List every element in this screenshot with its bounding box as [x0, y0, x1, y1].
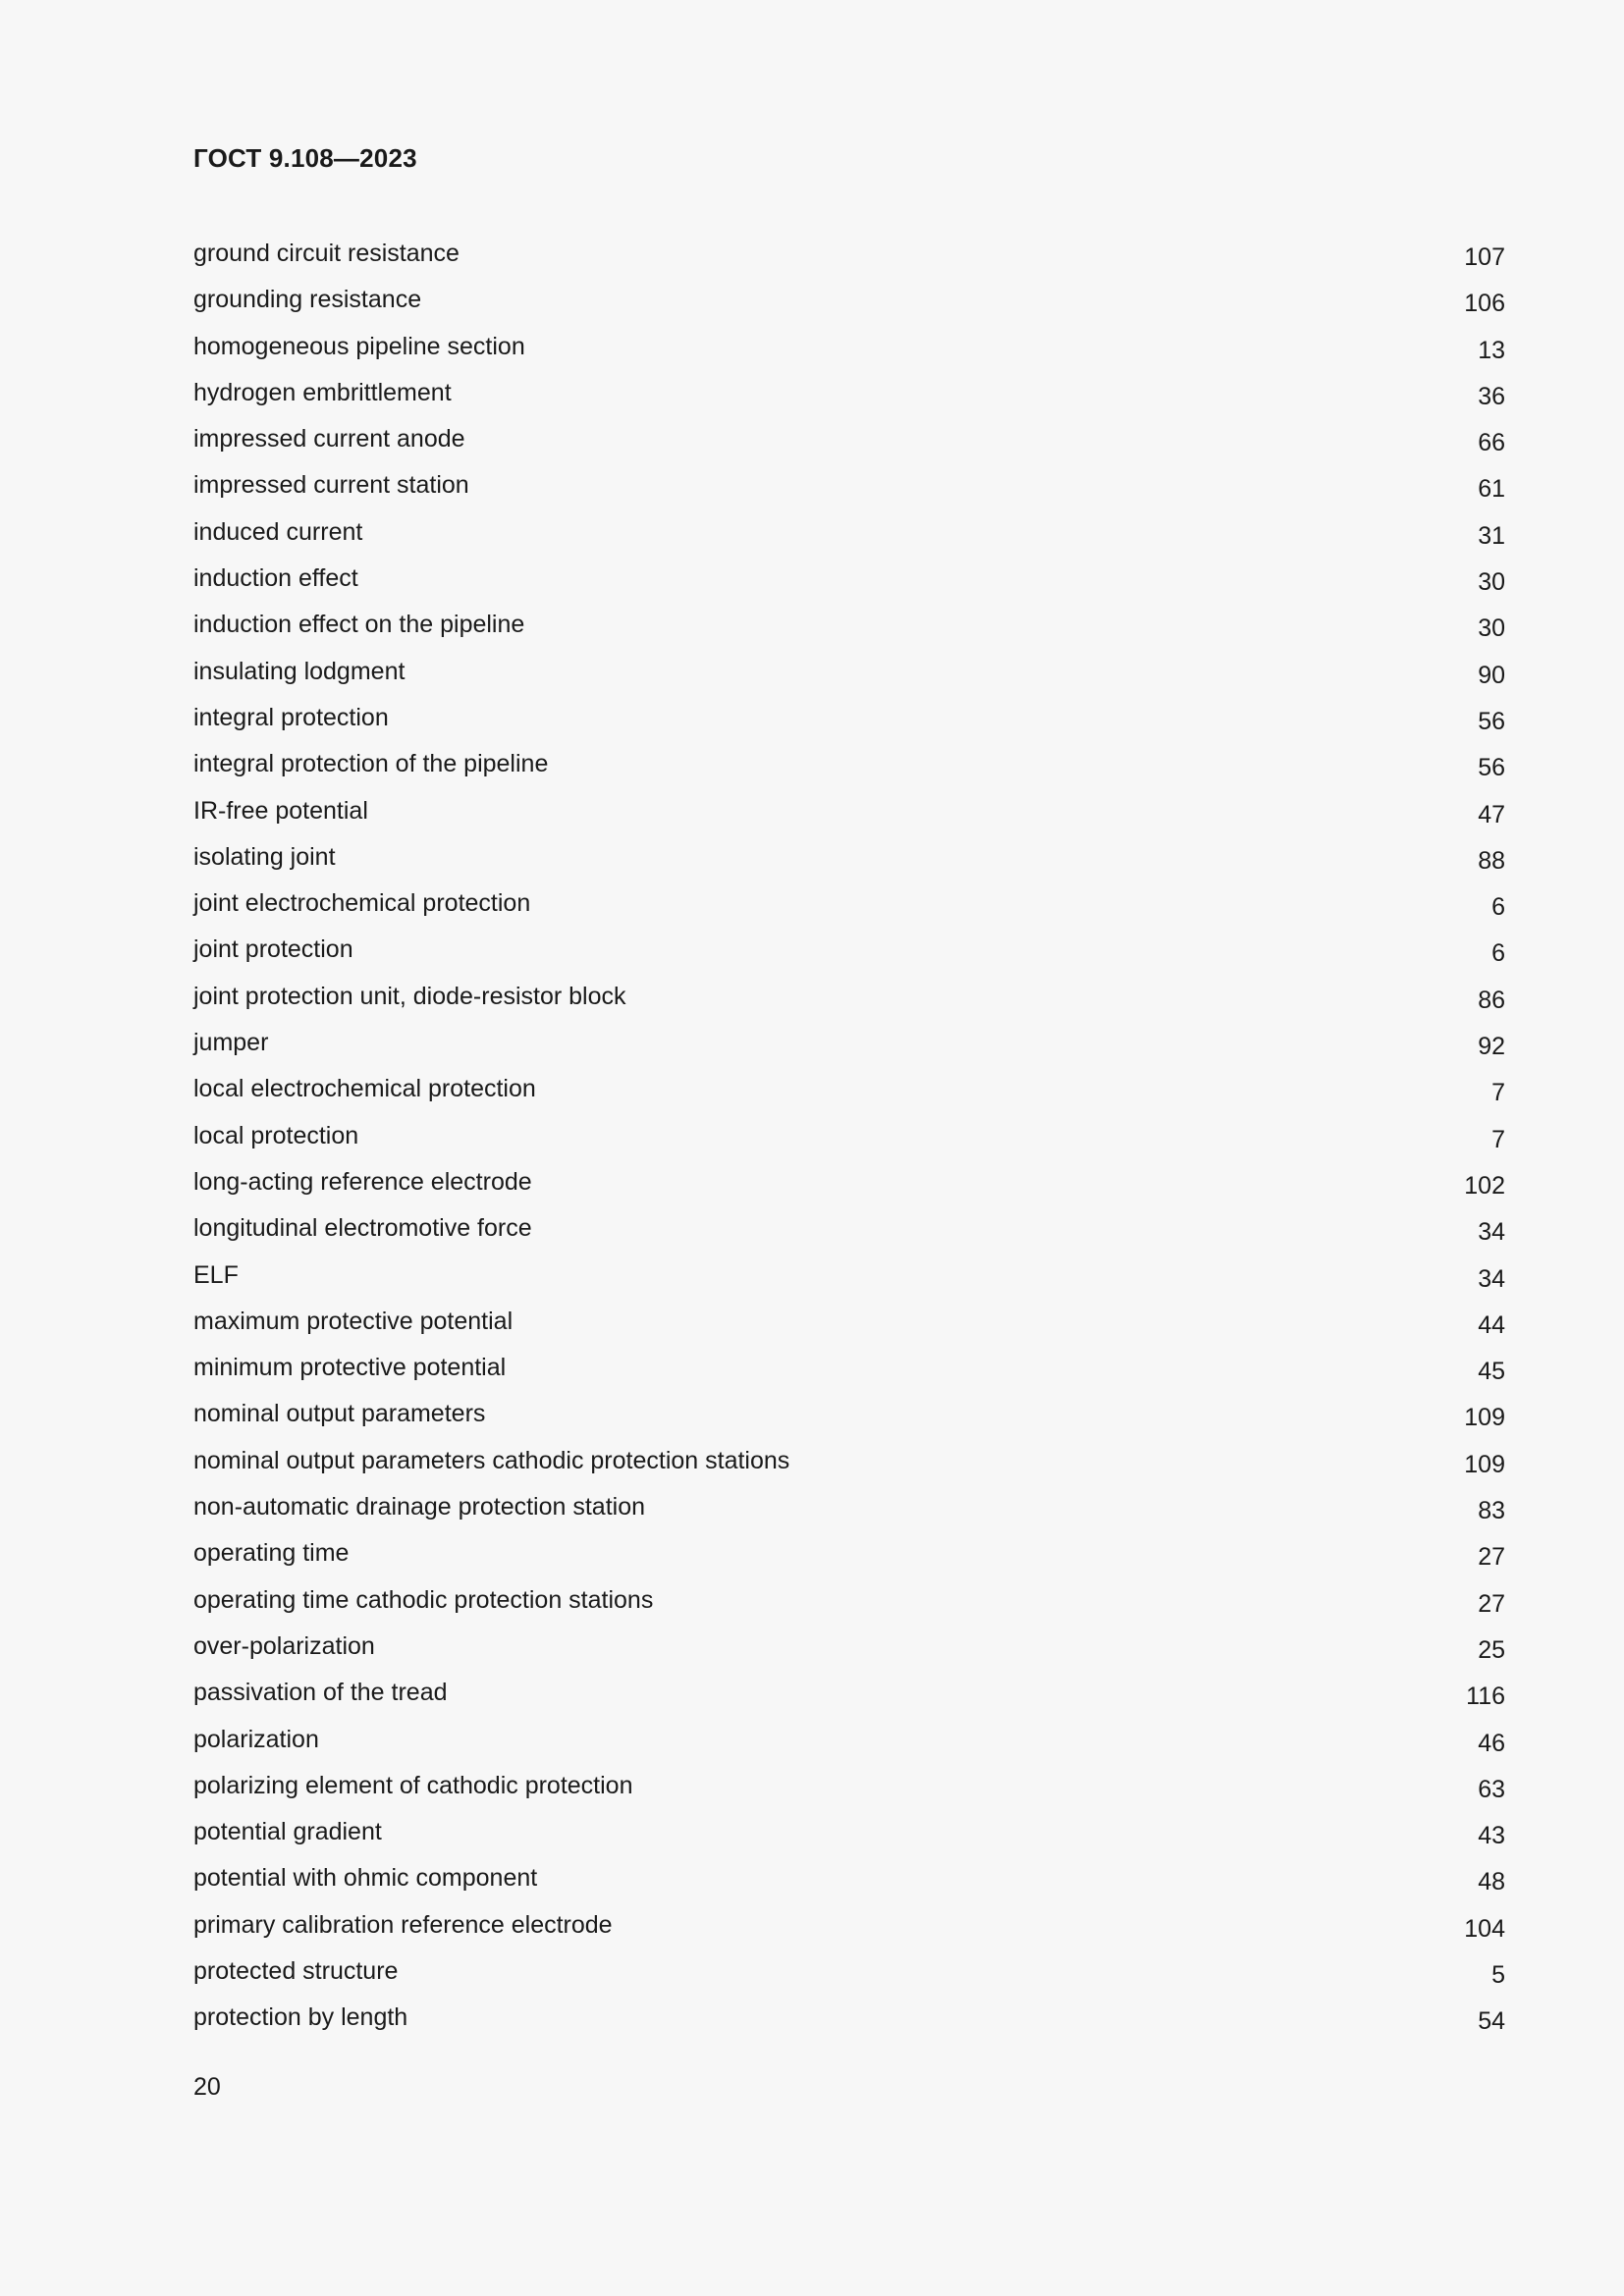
index-term: non-automatic drainage protection station — [193, 1493, 646, 1522]
index-term: jumper — [193, 1029, 269, 1057]
index-term: passivation of the tread — [193, 1679, 448, 1707]
index-entry — [193, 378, 1505, 424]
index-term-number: 25 — [1478, 1635, 1505, 1664]
index-term-number: 56 — [1478, 707, 1505, 735]
index-entry — [193, 1260, 1505, 1307]
index-term: grounding resistance — [193, 286, 422, 314]
index-entry — [193, 424, 1505, 470]
index-entry — [193, 1028, 1505, 1074]
index-term-number: 102 — [1464, 1171, 1505, 1200]
index-term-number: 5 — [1491, 1960, 1505, 1989]
index-entry — [193, 2002, 1505, 2049]
index-term: impressed current station — [193, 471, 469, 500]
index-term-number: 30 — [1478, 614, 1505, 643]
index-entry — [193, 1678, 1505, 1724]
index-term-number: 6 — [1491, 893, 1505, 922]
index-term-number: 34 — [1478, 1218, 1505, 1247]
index-term-number: 7 — [1491, 1079, 1505, 1107]
index-term: protected structure — [193, 1956, 399, 1985]
index-entry — [193, 982, 1505, 1028]
index-term-number: 86 — [1478, 986, 1505, 1014]
index-entry — [193, 1446, 1505, 1492]
index-term: impressed current anode — [193, 425, 465, 454]
index-term: over-polarization — [193, 1631, 375, 1660]
index-term-number: 56 — [1478, 754, 1505, 782]
index-term-number: 109 — [1464, 1404, 1505, 1432]
index-entry — [193, 332, 1505, 378]
index-term-number: 116 — [1466, 1682, 1505, 1711]
index-entry — [193, 1213, 1505, 1259]
index-entry — [193, 1121, 1505, 1167]
index-term: maximum protective potential — [193, 1307, 514, 1335]
index-term: joint protection unit, diode-resistor block — [193, 982, 626, 1010]
index-term: nominal output parameters — [193, 1400, 486, 1428]
index-term: potential with ohmic component — [193, 1864, 538, 1893]
index-term-number: 66 — [1478, 429, 1505, 457]
index-entry — [193, 934, 1505, 981]
index-term: hydrogen embrittlement — [193, 378, 452, 406]
index-term: isolating joint — [193, 842, 336, 871]
index-entry — [193, 517, 1505, 563]
index-term: integral protection — [193, 703, 389, 731]
index-term: joint electrochemical protection — [193, 889, 531, 918]
index-term: long-acting reference electrode — [193, 1167, 532, 1196]
index-term-number: 45 — [1478, 1358, 1505, 1386]
index-entry — [193, 1817, 1505, 1863]
term-index-list — [193, 239, 1505, 2050]
index-term: IR-free potential — [193, 796, 368, 825]
index-term: joint protection — [193, 935, 353, 964]
index-term: operating time cathodic protection stations — [193, 1585, 654, 1614]
index-term-number: 46 — [1478, 1729, 1505, 1757]
index-entry — [193, 610, 1505, 656]
index-term: operating time — [193, 1539, 350, 1568]
index-term: polarization — [193, 1725, 319, 1753]
index-term: homogeneous pipeline section — [193, 332, 525, 360]
index-entry — [193, 1631, 1505, 1678]
index-entry — [193, 1167, 1505, 1213]
index-term-number: 34 — [1478, 1264, 1505, 1293]
index-term-number: 107 — [1464, 243, 1505, 271]
index-term: induction effect on the pipeline — [193, 611, 525, 639]
index-term: ELF — [193, 1260, 239, 1289]
index-term-number: 90 — [1478, 661, 1505, 689]
index-term-number: 63 — [1478, 1775, 1505, 1803]
index-entry — [193, 1399, 1505, 1445]
index-entry — [193, 1074, 1505, 1120]
index-term: potential gradient — [193, 1818, 382, 1846]
index-term-number: 43 — [1478, 1822, 1505, 1850]
index-entry — [193, 1771, 1505, 1817]
index-term-number: 31 — [1478, 521, 1505, 550]
index-term: integral protection of the pipeline — [193, 750, 549, 778]
index-term-number: 47 — [1478, 800, 1505, 828]
index-term-number: 36 — [1478, 382, 1505, 410]
index-term-number: 27 — [1478, 1589, 1505, 1618]
index-term: local protection — [193, 1121, 359, 1149]
index-entry — [193, 1863, 1505, 1909]
index-entry — [193, 842, 1505, 888]
index-entry — [193, 1353, 1505, 1399]
index-term-number: 30 — [1478, 568, 1505, 597]
index-term-number: 61 — [1478, 475, 1505, 504]
index-term-number: 7 — [1491, 1125, 1505, 1153]
index-term-number: 27 — [1478, 1543, 1505, 1572]
index-entry — [193, 1956, 1505, 2002]
index-entry — [193, 1725, 1505, 1771]
index-term-number: 83 — [1478, 1497, 1505, 1525]
index-entry — [193, 1307, 1505, 1353]
index-term-number: 48 — [1478, 1868, 1505, 1896]
index-term: insulating lodgment — [193, 657, 406, 685]
index-term: induced current — [193, 517, 363, 546]
index-entry — [193, 1910, 1505, 1956]
index-term: longitudinal electromotive force — [193, 1214, 532, 1243]
page-number: 20 — [193, 2073, 221, 2101]
index-entry — [193, 796, 1505, 842]
index-entry — [193, 1585, 1505, 1631]
index-term: local electrochemical protection — [193, 1075, 536, 1103]
index-term: primary calibration reference electrode — [193, 1910, 613, 1939]
index-term-number: 13 — [1478, 336, 1505, 364]
index-entry — [193, 563, 1505, 610]
index-term: ground circuit resistance — [193, 240, 460, 267]
index-entry — [193, 470, 1505, 516]
index-entry — [193, 285, 1505, 331]
index-term-number: 54 — [1478, 2007, 1505, 2036]
index-entry — [193, 888, 1505, 934]
index-term-number: 109 — [1464, 1450, 1505, 1478]
index-term: nominal output parameters cathodic protection stations — [193, 1446, 790, 1474]
index-term-number: 6 — [1491, 939, 1505, 968]
index-entry — [193, 1538, 1505, 1584]
index-term-number: 44 — [1478, 1310, 1505, 1339]
index-entry — [193, 1492, 1505, 1538]
index-entry — [193, 239, 1505, 285]
document-header: ГОСТ 9.108—2023 — [193, 143, 417, 173]
index-entry — [193, 703, 1505, 749]
index-term-number: 92 — [1478, 1033, 1505, 1061]
index-term-number: 88 — [1478, 846, 1505, 875]
index-term: induction effect — [193, 564, 358, 593]
index-entry — [193, 749, 1505, 795]
index-term: protection by length — [193, 2003, 408, 2032]
index-term-number: 106 — [1464, 290, 1505, 318]
index-term: polarizing element of cathodic protection — [193, 1771, 633, 1799]
index-term: minimum protective potential — [193, 1354, 507, 1382]
index-term-number: 104 — [1464, 1914, 1505, 1943]
index-entry — [193, 657, 1505, 703]
